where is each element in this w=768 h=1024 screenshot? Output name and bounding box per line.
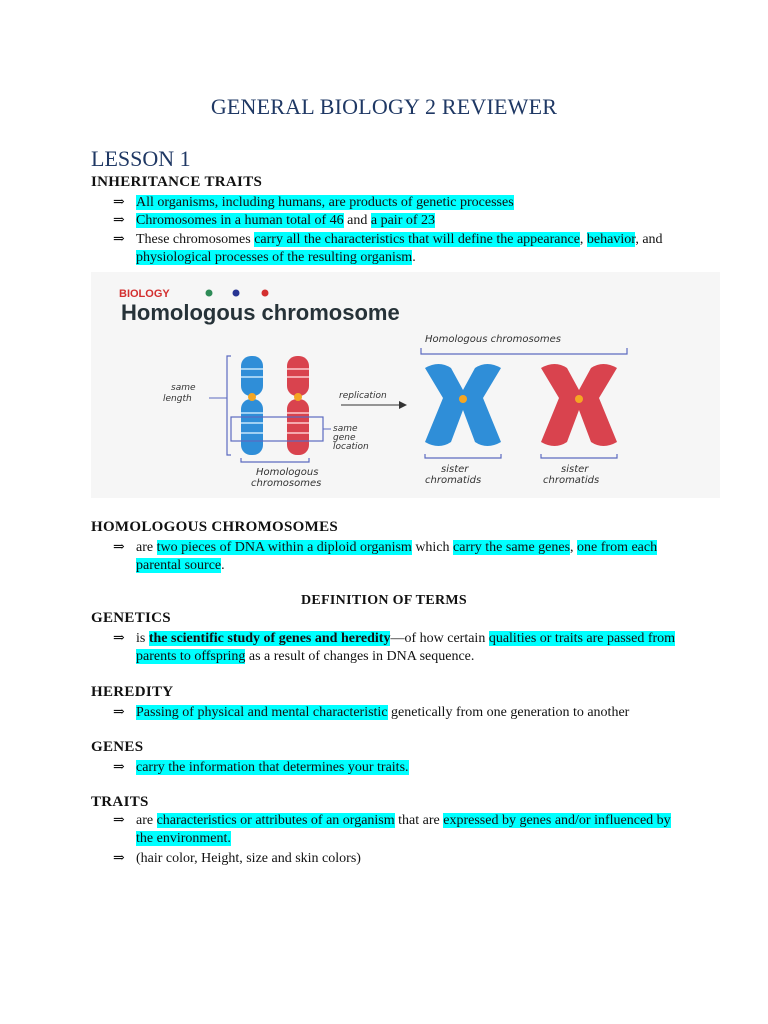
- red-chromosome-icon: [287, 356, 309, 455]
- text: These chromosomes: [136, 232, 255, 247]
- text: as a result of changes in DNA sequence.: [245, 649, 475, 664]
- text: —of how certain: [390, 631, 489, 646]
- highlighted-text: two pieces of DNA within a diploid organism: [156, 540, 412, 555]
- figure-heading: Homologous chromosome: [121, 300, 400, 325]
- arrow-icon: ⇒: [113, 851, 125, 866]
- red-dot-icon: [262, 290, 269, 297]
- arrow-icon: ⇒: [113, 213, 125, 228]
- definition-of-terms-heading: DEFINITION OF TERMS: [301, 593, 467, 608]
- sister-chromatids-label-1: sister chromatids: [425, 464, 482, 486]
- arrow-icon: ⇒: [113, 540, 125, 555]
- arrow-icon: ⇒: [113, 195, 125, 210]
- green-dot-icon: [206, 290, 213, 297]
- inheritance-traits-heading: INHERITANCE TRAITS: [91, 174, 263, 190]
- sister-chromatids-label-2: sister chromatids: [543, 464, 600, 486]
- highlighted-text: Passing of physical and mental characteristic: [136, 705, 388, 720]
- bullet-item: [113, 704, 683, 722]
- homologous-top-label: Homologous chromosomes: [425, 334, 561, 345]
- highlighted-text: expressed by genes and/or influenced by the environment: [136, 813, 671, 846]
- blue-chromosome-icon: [241, 356, 263, 455]
- genes-heading: GENES: [91, 739, 144, 755]
- highlighted-text: Chromosomes in a human total of 46: [136, 213, 344, 228]
- highlighted-text: characteristics or attributes of an organism: [156, 813, 395, 828]
- homologous-bottom-label: Homologous chromosomes: [251, 467, 322, 489]
- text: are: [136, 813, 157, 828]
- navy-dot-icon: [233, 290, 240, 297]
- bullet-item: [113, 194, 683, 212]
- highlighted-text: All organisms, including humans, are products of genetic processes: [136, 195, 514, 210]
- highlighted-text: qualities or traits are passed from parents to offspring: [136, 631, 676, 664]
- text: ,: [579, 232, 587, 247]
- arrow-icon: ⇒: [113, 813, 125, 828]
- bullet-item: [113, 812, 683, 848]
- document-title: GENERAL BIOLOGY 2 REVIEWER: [210, 94, 558, 119]
- homologous-chromosomes-heading: HOMOLOGOUS CHROMOSOMES: [91, 519, 339, 535]
- brand-label: BIOLOGY: [119, 288, 170, 300]
- arrow-icon: ⇒: [113, 631, 125, 646]
- genetics-heading: GENETICS: [91, 610, 171, 626]
- bullet-item: [113, 630, 683, 666]
- text: .: [412, 250, 416, 265]
- highlighted-text: carry all the characteristics that will define the appearance: [254, 232, 580, 247]
- arrow-icon: ⇒: [113, 232, 125, 247]
- text: is: [136, 631, 149, 646]
- traits-heading: TRAITS: [91, 794, 149, 810]
- arrow-icon: ⇒: [113, 760, 125, 775]
- text: ,: [570, 540, 578, 555]
- replication-label: replication: [339, 391, 387, 401]
- bullet-item: [113, 759, 683, 777]
- bullet-item: [113, 212, 683, 230]
- text: genetically from one generation to another: [387, 705, 630, 720]
- text: that are: [394, 813, 444, 828]
- highlighted-text: physiological processes of the resulting organism: [136, 250, 413, 265]
- bullet-item: [113, 231, 683, 267]
- text: , and: [635, 232, 663, 247]
- same-gene-label: same gene location: [333, 424, 369, 452]
- same-length-label: same length: [163, 383, 196, 404]
- homologous-chromosome-figure: [91, 272, 720, 498]
- arrow-icon: ⇒: [113, 705, 125, 720]
- text: (hair color, Height, size and skin colors): [136, 851, 361, 866]
- highlighted-text: one from each parental source: [136, 540, 658, 573]
- highlighted-bold-text: the scientific study of genes and heredity: [148, 631, 391, 646]
- bullet-item: [113, 850, 683, 868]
- bullet-item: [113, 539, 683, 575]
- text: are: [136, 540, 157, 555]
- text: which: [411, 540, 454, 555]
- highlighted-text: carry the information that determines your traits: [136, 760, 406, 775]
- heredity-heading: HEREDITY: [91, 684, 174, 700]
- text: and: [343, 213, 371, 228]
- highlighted-text: carry the same genes: [453, 540, 571, 555]
- text: .: [221, 558, 225, 573]
- highlighted-text: .: [227, 831, 231, 846]
- highlighted-text: .: [405, 760, 409, 775]
- highlighted-text: a pair of 23: [370, 213, 436, 228]
- highlighted-text: behavior: [586, 232, 636, 247]
- lesson-heading: LESSON 1: [91, 146, 191, 171]
